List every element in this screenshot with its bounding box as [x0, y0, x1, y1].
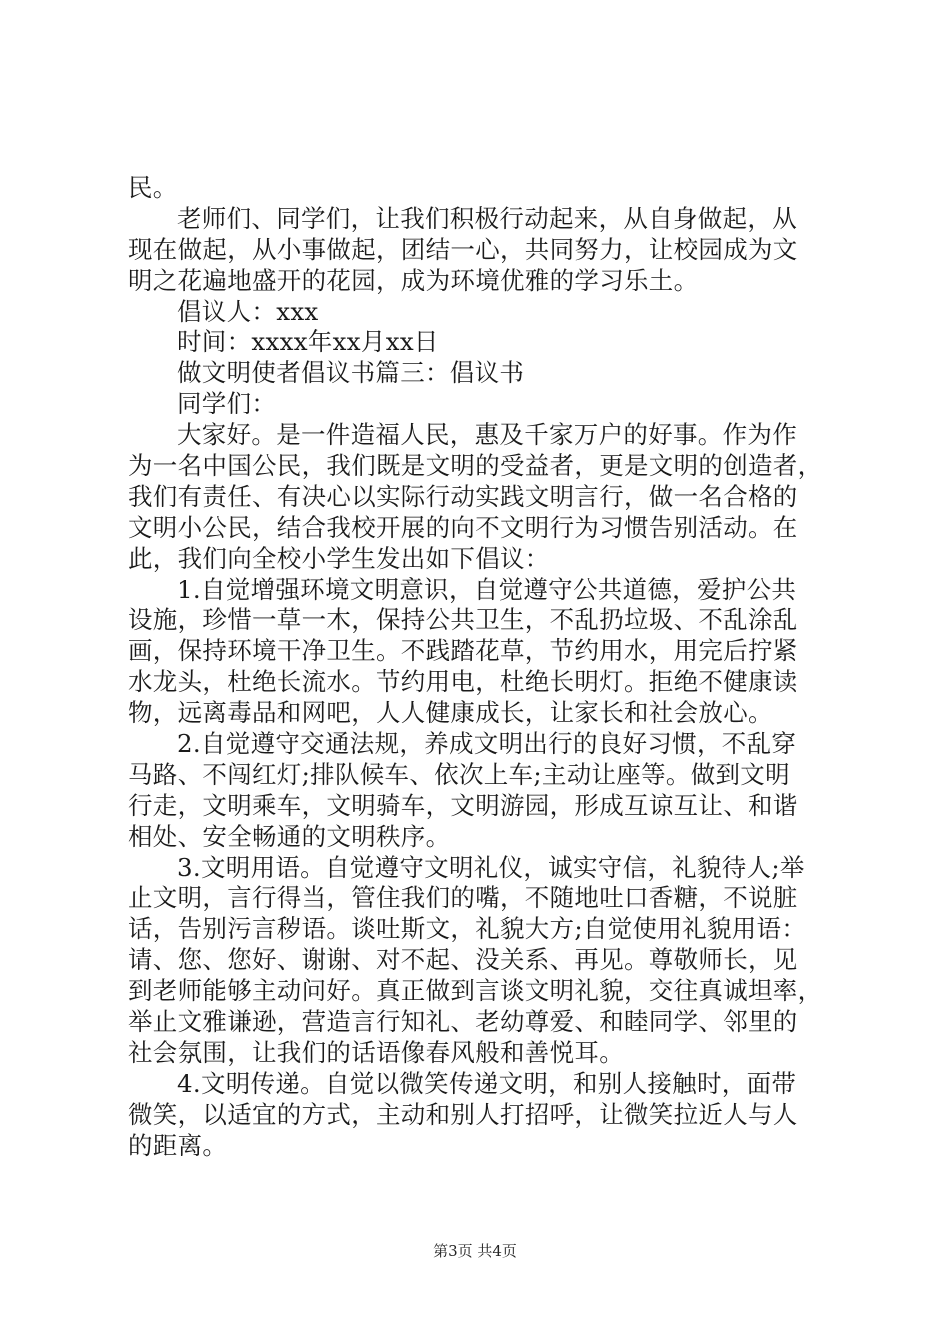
text-line: 的距离。 [128, 1130, 228, 1160]
text-line: 时间：xxxx年xx月xx日 [177, 327, 439, 357]
text-line: 水龙头，杜绝长流水。节约用电，杜绝长明灯。拒绝不健康读 [128, 667, 798, 697]
text-line: 请、您、您好、谢谢、对不起、没关系、再见。尊敬师长，见 [128, 945, 798, 975]
text-line: 同学们： [177, 389, 277, 419]
text-line: 明之花遍地盛开的花园，成为环境优雅的学习乐土。 [128, 265, 699, 295]
text-line: 马路、不闯红灯;排队候车、依次上车;主动让座等。做到文明 [128, 759, 790, 789]
page-footer: 第3页 共4页 [433, 1242, 517, 1260]
text-line: 社会氛围，让我们的话语像春风般和善悦耳。 [128, 1037, 624, 1067]
text-line: 相处、安全畅通的文明秩序。 [128, 821, 451, 851]
document-body [128, 173, 836, 1162]
text-line: 物，远离毒品和网吧，人人健康成长，让家长和社会放心。 [128, 698, 773, 728]
text-line: 4.文明传递。自觉以微笑传递文明，和别人接触时，面带 [177, 1068, 797, 1098]
text-line: 现在做起，从小事做起，团结一心，共同努力，让校园成为文 [128, 234, 798, 264]
text-line: 2.自觉遵守交通法规，养成文明出行的良好习惯，不乱穿 [177, 729, 797, 759]
text-line: 大家好。是一件造福人民，惠及千家万户的好事。作为作 [177, 420, 797, 450]
text-line: 话，告别污言秽语。谈吐斯文，礼貌大方;自觉使用礼貌用语： [128, 914, 807, 944]
text-line: 设施，珍惜一草一木，保持公共卫生，不乱扔垃圾、不乱涂乱 [128, 605, 798, 635]
text-line: 画，保持环境干净卫生。不践踏花草，节约用水，用完后拧紧 [128, 636, 798, 666]
text-line: 倡议人：xxx [177, 296, 319, 326]
text-line: 此，我们向全校小学生发出如下倡议： [128, 543, 550, 573]
text-line: 举止文雅谦逊，营造言行知礼、老幼尊爱、和睦同学、邻里的 [128, 1007, 798, 1037]
text-line: 为一名中国公民，我们既是文明的受益者，更是文明的创造者， [128, 451, 823, 481]
text-line: 止文明，言行得当，管住我们的嘴，不随地吐口香糖，不说脏 [128, 883, 798, 913]
text-line: 3.文明用语。自觉遵守文明礼仪，诚实守信，礼貌待人;举 [177, 852, 805, 882]
text-line: 民。 [128, 173, 178, 202]
text-line: 做文明使者倡议书篇三：倡议书 [177, 358, 525, 388]
text-line: 我们有责任、有决心以实际行动实践文明言行，做一名合格的 [128, 481, 798, 511]
text-line: 到老师能够主动问好。真正做到言谈文明礼貌，交往真诚坦率， [128, 976, 823, 1006]
text-line: 老师们、同学们，让我们积极行动起来，从自身做起，从 [177, 203, 797, 233]
text-line: 行走，文明乘车，文明骑车，文明游园，形成互谅互让、和谐 [128, 790, 798, 820]
text-line: 微笑，以适宜的方式，主动和别人打招呼，让微笑拉近人与人 [128, 1099, 798, 1129]
text-line: 1.自觉增强环境文明意识，自觉遵守公共道德，爱护公共 [177, 574, 797, 604]
text-line: 文明小公民，结合我校开展的向不文明行为习惯告别活动。在 [128, 512, 798, 542]
